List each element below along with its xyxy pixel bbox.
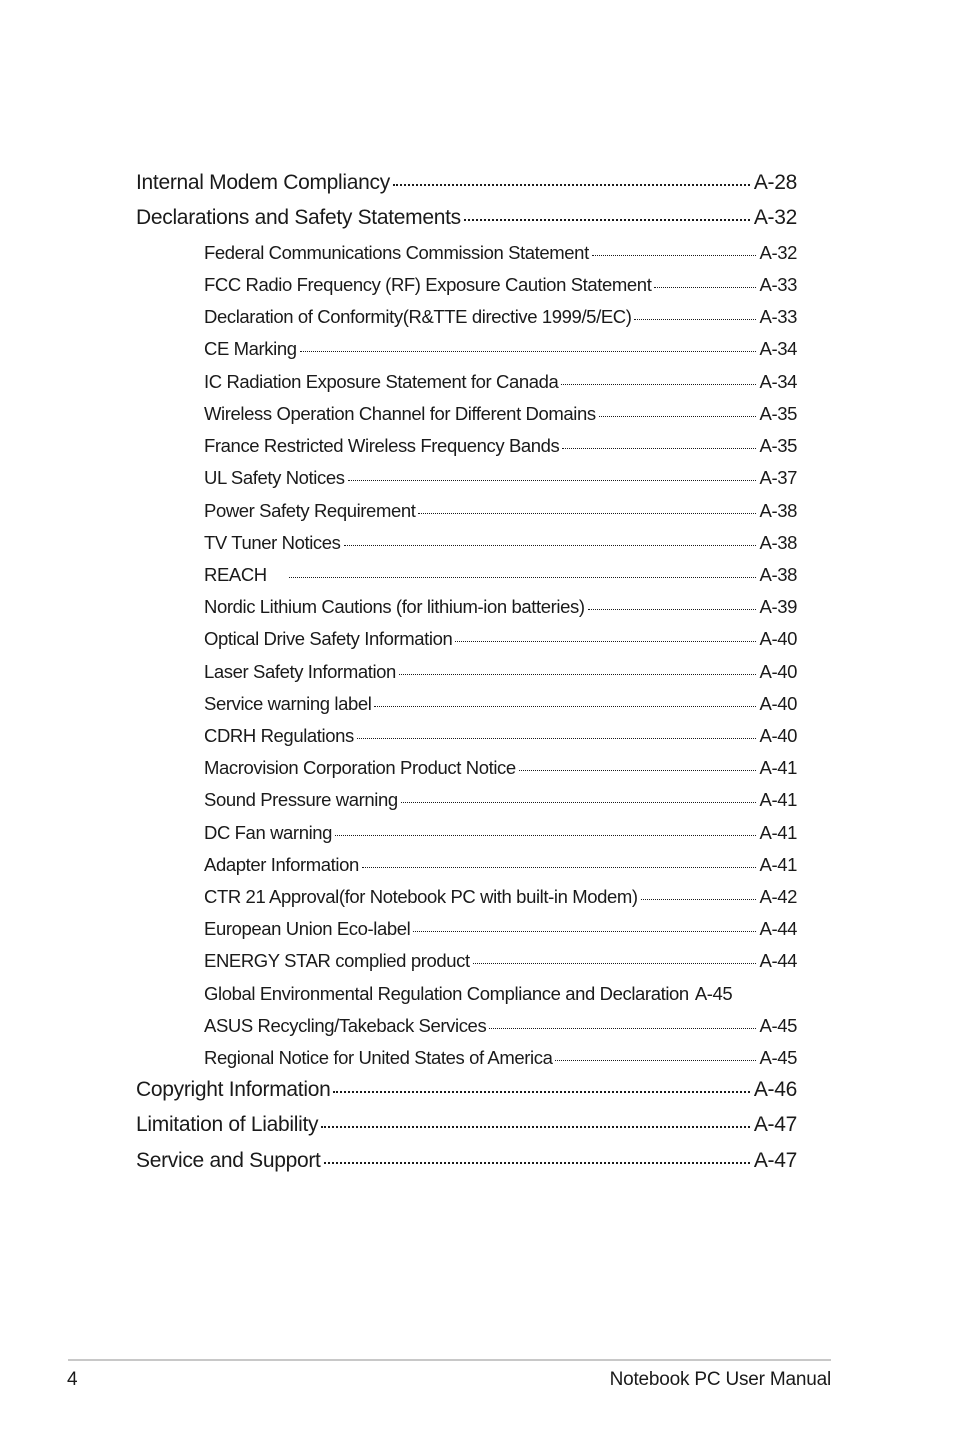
toc-entry-nordic-lithium-cautions[interactable] — [204, 596, 797, 618]
toc-entry-label: Nordic Lithium Cautions (for lithium-ion batteries) — [204, 596, 585, 617]
toc-entry-page: A-39 — [759, 596, 797, 617]
toc-entry-page: A-41 — [759, 757, 797, 778]
toc-entry-eu-eco-label[interactable] — [204, 918, 797, 940]
toc-entry-page: A-41 — [759, 854, 797, 875]
toc-entry-page: A-41 — [759, 789, 797, 810]
toc-entry-label: REACH — [204, 564, 267, 585]
toc-entry-declaration-of-conformity[interactable] — [204, 306, 797, 328]
toc-entry-fcc-rf-exposure[interactable] — [204, 274, 797, 296]
dot-leader — [654, 287, 755, 288]
toc-entry-cdrh-regulations[interactable] — [204, 725, 797, 747]
dot-leader — [562, 448, 755, 449]
toc-entry-label: DC Fan warning — [204, 822, 333, 843]
toc-entry-label: Macrovision Corporation Product Notice — [204, 757, 516, 778]
toc-entry-page: A-45 — [694, 983, 733, 1004]
dot-leader — [473, 963, 756, 964]
toc-entry-france-restricted-bands[interactable] — [204, 435, 797, 457]
dot-leader — [519, 770, 756, 771]
dot-leader — [333, 1091, 749, 1093]
dot-leader — [592, 255, 756, 256]
toc-entry-page: A-32 — [759, 242, 797, 263]
toc-entry-tv-tuner-notices[interactable] — [204, 532, 797, 554]
dot-leader — [489, 1028, 755, 1029]
toc-entry-service-warning-label[interactable] — [204, 693, 797, 715]
toc-entry-page: A-38 — [759, 532, 797, 553]
dot-leader — [344, 545, 756, 546]
toc-entry-label: Limitation of Liability — [136, 1113, 319, 1136]
toc-entry-wireless-operation-channel[interactable] — [204, 403, 797, 425]
toc-entry-label: France Restricted Wireless Frequency Bands — [204, 435, 560, 456]
toc-entry-service-and-support[interactable] — [136, 1149, 797, 1173]
dot-leader — [634, 319, 755, 320]
dot-leader — [399, 674, 756, 675]
toc-entry-page: A-44 — [759, 918, 797, 939]
footer-manual-title: Notebook PC User Manual — [609, 1369, 831, 1390]
toc-entry-page: A-35 — [759, 403, 797, 424]
toc-entry-optical-drive-safety[interactable] — [204, 628, 797, 650]
dot-leader — [641, 899, 756, 900]
toc-entry-page: A-38 — [759, 564, 797, 585]
toc-entry-asus-recycling[interactable] — [204, 1015, 797, 1037]
toc-entry-page: A-37 — [759, 467, 797, 488]
toc-entry-label: Laser Safety Information — [204, 661, 396, 682]
toc-entry-label: Federal Communications Commission Statement — [204, 242, 589, 263]
dot-leader — [357, 738, 756, 739]
toc-entry-label: TV Tuner Notices — [204, 532, 341, 553]
toc-entry-page: A-45 — [759, 1015, 797, 1036]
dot-leader — [599, 416, 756, 417]
toc-entry-label: ASUS Recycling/Takeback Services — [204, 1015, 487, 1036]
dot-leader — [321, 1126, 750, 1128]
toc-entry-label: Service and Support — [136, 1149, 321, 1172]
dot-leader — [393, 184, 750, 186]
dot-leader — [335, 835, 755, 836]
toc-entry-label: Wireless Operation Channel for Different Domains — [204, 403, 596, 424]
toc-entry-label: CDRH Regulations — [204, 725, 354, 746]
toc-entry-internal-modem-compliancy[interactable] — [136, 171, 797, 195]
toc-entry-page: A-40 — [759, 628, 797, 649]
dot-leader — [289, 577, 756, 578]
toc-entry-page: A-35 — [759, 435, 797, 456]
toc-entry-declarations-and-safety-statements[interactable] — [136, 206, 797, 230]
dot-leader — [555, 1060, 755, 1061]
dot-leader — [348, 480, 756, 481]
toc-entry-label: Internal Modem Compliancy — [136, 171, 390, 194]
toc-entry-label: Sound Pressure warning — [204, 789, 398, 810]
toc-entry-page: A-45 — [759, 1047, 797, 1068]
dot-leader — [588, 609, 756, 610]
toc-entry-label: CE Marking — [204, 338, 297, 359]
toc-entry-label: FCC Radio Frequency (RF) Exposure Caution Statement — [204, 274, 652, 295]
dot-leader — [418, 513, 755, 514]
toc-entry-page: A-32 — [753, 206, 797, 229]
toc-entry-page: A-40 — [759, 725, 797, 746]
dot-leader — [464, 219, 750, 221]
toc-entry-page: A-38 — [759, 500, 797, 521]
toc-entry-macrovision-notice[interactable] — [204, 757, 797, 779]
toc-entry-page: A-47 — [753, 1113, 797, 1136]
toc-entry-label: Declaration of Conformity(R&TTE directive 1999/5/EC) — [204, 306, 632, 327]
toc-entry-copyright-information[interactable] — [136, 1078, 797, 1102]
dot-leader — [374, 706, 755, 707]
toc-entry-label: Declarations and Safety Statements — [136, 206, 461, 229]
toc-entry-dc-fan-warning[interactable] — [204, 822, 797, 844]
toc-entry-global-environmental-regulation[interactable] — [204, 983, 809, 1005]
toc-entry-label: Adapter Information — [204, 854, 359, 875]
toc-entry-label: UL Safety Notices — [204, 467, 345, 488]
toc-entry-label: Regional Notice for United States of America — [204, 1047, 553, 1068]
dot-leader — [324, 1162, 750, 1164]
toc-entry-ctr21-approval[interactable] — [204, 886, 797, 908]
toc-entry-label: Copyright Information — [136, 1078, 331, 1101]
dot-leader — [362, 867, 756, 868]
footer-page-number: 4 — [67, 1369, 78, 1390]
toc-entry-limitation-of-liability[interactable] — [136, 1113, 797, 1137]
footer-divider — [68, 1359, 831, 1361]
toc-entry-energy-star[interactable] — [204, 950, 797, 972]
dot-leader — [300, 351, 756, 352]
toc-entry-ic-radiation-exposure[interactable] — [204, 371, 797, 393]
dot-leader — [401, 802, 756, 803]
dot-leader — [561, 384, 755, 385]
toc-entry-reach[interactable] — [204, 564, 797, 586]
toc-entry-page: A-33 — [759, 274, 797, 295]
toc-entry-label: ENERGY STAR complied product — [204, 950, 470, 971]
toc-entry-page: A-40 — [759, 661, 797, 682]
toc-entry-page: A-47 — [753, 1149, 797, 1172]
toc-entry-page: A-44 — [759, 950, 797, 971]
toc-entry-sound-pressure-warning[interactable] — [204, 789, 797, 811]
toc-entry-fcc-statement[interactable] — [204, 242, 797, 264]
toc-entry-page: A-41 — [759, 822, 797, 843]
toc-entry-label: CTR 21 Approval(for Notebook PC with built-in Modem) — [204, 886, 638, 907]
toc-entry-page: A-28 — [753, 171, 797, 194]
toc-entry-laser-safety[interactable] — [204, 661, 797, 683]
toc-entry-label: Service warning label — [204, 693, 372, 714]
toc-entry-power-safety-requirement[interactable] — [204, 500, 797, 522]
dot-leader — [413, 931, 755, 932]
toc-entry-page: A-34 — [759, 371, 797, 392]
toc-entry-label: European Union Eco-label — [204, 918, 411, 939]
toc-entry-page: A-46 — [753, 1078, 797, 1101]
toc-entry-page: A-42 — [759, 886, 797, 907]
toc-entry-page: A-34 — [759, 338, 797, 359]
toc-entry-ce-marking[interactable] — [204, 338, 797, 360]
toc-entry-regional-notice-usa[interactable] — [204, 1047, 797, 1069]
toc-entry-page: A-33 — [759, 306, 797, 327]
toc-entry-label: Global Environmental Regulation Compliance and Declaration — [204, 983, 689, 1004]
toc-entry-label: IC Radiation Exposure Statement for Canada — [204, 371, 559, 392]
toc-entry-label: Optical Drive Safety Information — [204, 628, 453, 649]
dot-leader — [455, 641, 755, 642]
toc-entry-label: Power Safety Requirement — [204, 500, 416, 521]
toc-entry-adapter-information[interactable] — [204, 854, 797, 876]
toc-entry-ul-safety-notices[interactable] — [204, 467, 797, 489]
toc-entry-page: A-40 — [759, 693, 797, 714]
